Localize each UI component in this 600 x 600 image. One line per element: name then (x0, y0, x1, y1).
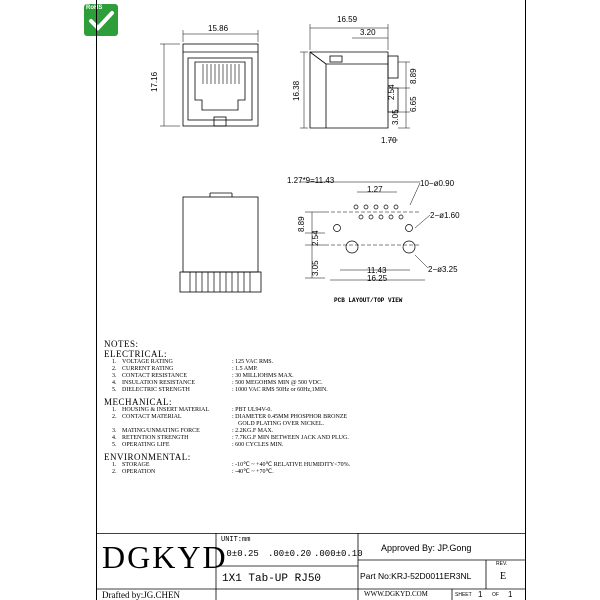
tolerance-2: .00±0.20 (268, 549, 312, 559)
notes-item-num: 5. (112, 442, 117, 448)
side-height-dim: 16.38 (292, 80, 301, 101)
notes-item (104, 359, 524, 366)
notes-item-value: : 7.7KG.F MIN BETWEEN JACK AND PLUG. (232, 435, 349, 441)
company-name: DGKYD (102, 539, 228, 575)
side-tab-dim: 3.20 (360, 28, 376, 37)
notes-item-value: : 125 VAC RMS. (232, 359, 274, 365)
notes-item (104, 414, 524, 421)
notes-item (104, 469, 524, 476)
rev-label: REV. (496, 561, 508, 567)
drafted-by: Drafted by:JG.CHEN (102, 590, 180, 600)
sheet-label: SHEET (455, 592, 472, 598)
notes-item-name: DIELECTRIC STRENGTH (122, 387, 190, 393)
notes-item-num: 3. (112, 373, 117, 379)
notes-item (104, 407, 524, 414)
part-number: Part No:KRJ-52D0011ER3NL (360, 571, 472, 581)
rohs-text: RoHS (86, 5, 103, 11)
pcb-pin-hole: 10−ø0.90 (420, 179, 455, 188)
notes-item (104, 366, 524, 373)
notes-item-num: 1. (112, 462, 117, 468)
part-description: 1X1 Tab-UP RJ50 (222, 573, 322, 585)
notes-item-num: 1. (112, 407, 117, 413)
notes-section-heading: ENVIRONMENTAL: (104, 452, 191, 462)
front-view (160, 30, 258, 126)
pcb-v2-dim: 2.54 (311, 230, 320, 246)
pcb-pitch-dim: 1.27*9=11.43 (287, 176, 335, 185)
tolerance-3: .000±0.10 (314, 549, 363, 559)
side-d3-dim: 6.65 (409, 96, 418, 112)
notes-block (104, 339, 524, 476)
pcb-caption: PCB LAYOUT/TOP VIEW (334, 297, 403, 304)
notes-item (104, 435, 524, 442)
notes-item (104, 428, 524, 435)
notes-item-num: 5. (112, 387, 117, 393)
pcb-v3-dim: 3.05 (311, 260, 320, 276)
sheet-number: 1 (478, 590, 483, 599)
notes-item-value: : 2.2KG.F MAX. (232, 428, 274, 434)
pcb-h1-dim: 11.43 (367, 266, 387, 275)
notes-item (104, 387, 524, 394)
notes-item-num: 2. (112, 469, 117, 475)
notes-item-value: GOLD PLATING OVER NICKEL. (238, 421, 324, 427)
notes-item-value: : -40℃ ~ +70℃. (232, 469, 274, 475)
notes-section-heading: MECHANICAL: (104, 397, 172, 407)
title-block (96, 533, 526, 600)
side-d2-dim: 2.54 (387, 84, 396, 100)
pcb-pitch: 1.27 (367, 185, 383, 194)
notes-item-num: 4. (112, 380, 117, 386)
notes-item-name: OPERATING LIFE (122, 442, 170, 448)
notes-item (104, 380, 524, 387)
sheet-total: 1 (508, 590, 513, 599)
rev-value: E (500, 571, 507, 582)
pcb-post-hole: 2−ø1.60 (430, 211, 460, 220)
side-depth-dim: 16.59 (337, 15, 358, 24)
notes-item-value: : 1.5 AMP. (232, 366, 258, 372)
notes-item-value: : 1000 VAC RMS 50Hz or 60Hz,1MIN. (232, 387, 328, 393)
approved-by: Approved By: JP.Gong (381, 543, 472, 553)
notes-item-name: MATING/UNMATING FORCE (122, 428, 200, 434)
notes-item-num: 3. (112, 428, 117, 434)
notes-item-name: HOUSING & INSERT MATERIAL (122, 407, 210, 413)
pcb-h2-dim: 16.25 (367, 274, 388, 283)
notes-item-name: RETENTION STRENGTH (122, 435, 189, 441)
pcb-v1-dim: 8.89 (297, 216, 306, 232)
pcb-mount-hole: 2−ø3.25 (428, 265, 458, 274)
notes-item-value: : 30 MILLIOHMS MAX. (232, 373, 294, 379)
unit-label: UNIT:mm (221, 536, 251, 544)
notes-item-name: CURRENT RATING (122, 366, 174, 372)
of-label: OF (492, 592, 499, 598)
notes-item-name: OPERATION (122, 469, 156, 475)
notes-item (104, 421, 524, 428)
tolerance-1: .0±0.25 (221, 549, 259, 559)
front-width-dim: 15.86 (208, 24, 229, 33)
side-d5-dim: 1.70 (381, 136, 397, 145)
notes-item-value: : 600 CYCLES MIN. (232, 442, 284, 448)
notes-item-name: STORAGE (122, 462, 150, 468)
notes-item-num: 4. (112, 435, 117, 441)
notes-item-num: 2. (112, 366, 117, 372)
notes-item-value: : DIAMETER 0.45MM PHOSPHOR BRONZE (232, 414, 348, 420)
notes-title: NOTES: (104, 339, 139, 349)
notes-sections (104, 349, 524, 476)
notes-item-name: VOLTAGE RATING (122, 359, 173, 365)
notes-item-name: CONTACT MATERIAL (122, 414, 182, 420)
front-height-dim: 17.16 (150, 71, 159, 92)
bottom-view (180, 193, 261, 292)
notes-item-value: : -10℃ ~ +40℃ RELATIVE HUMIDITY<70%. (232, 462, 351, 468)
notes-section-heading: ELECTRICAL: (104, 349, 167, 359)
side-d1-dim: 8.89 (409, 68, 418, 84)
side-d4-dim: 3.05 (391, 109, 400, 125)
notes-item (104, 373, 524, 380)
notes-item-name: CONTACT RESISTANCE (122, 373, 188, 379)
notes-item-num: 1. (112, 359, 117, 365)
notes-item (104, 442, 524, 449)
notes-item (104, 462, 524, 469)
notes-item-num: 2. (112, 414, 117, 420)
notes-item-name: INSULATION RESISTANCE (122, 380, 196, 386)
website: WWW.DGKYD.COM (364, 590, 428, 598)
notes-item-value: : PBT UL94V-0. (232, 407, 272, 413)
notes-item-value: : 500 MEGOHMS MIN @ 500 VDC. (232, 380, 323, 386)
